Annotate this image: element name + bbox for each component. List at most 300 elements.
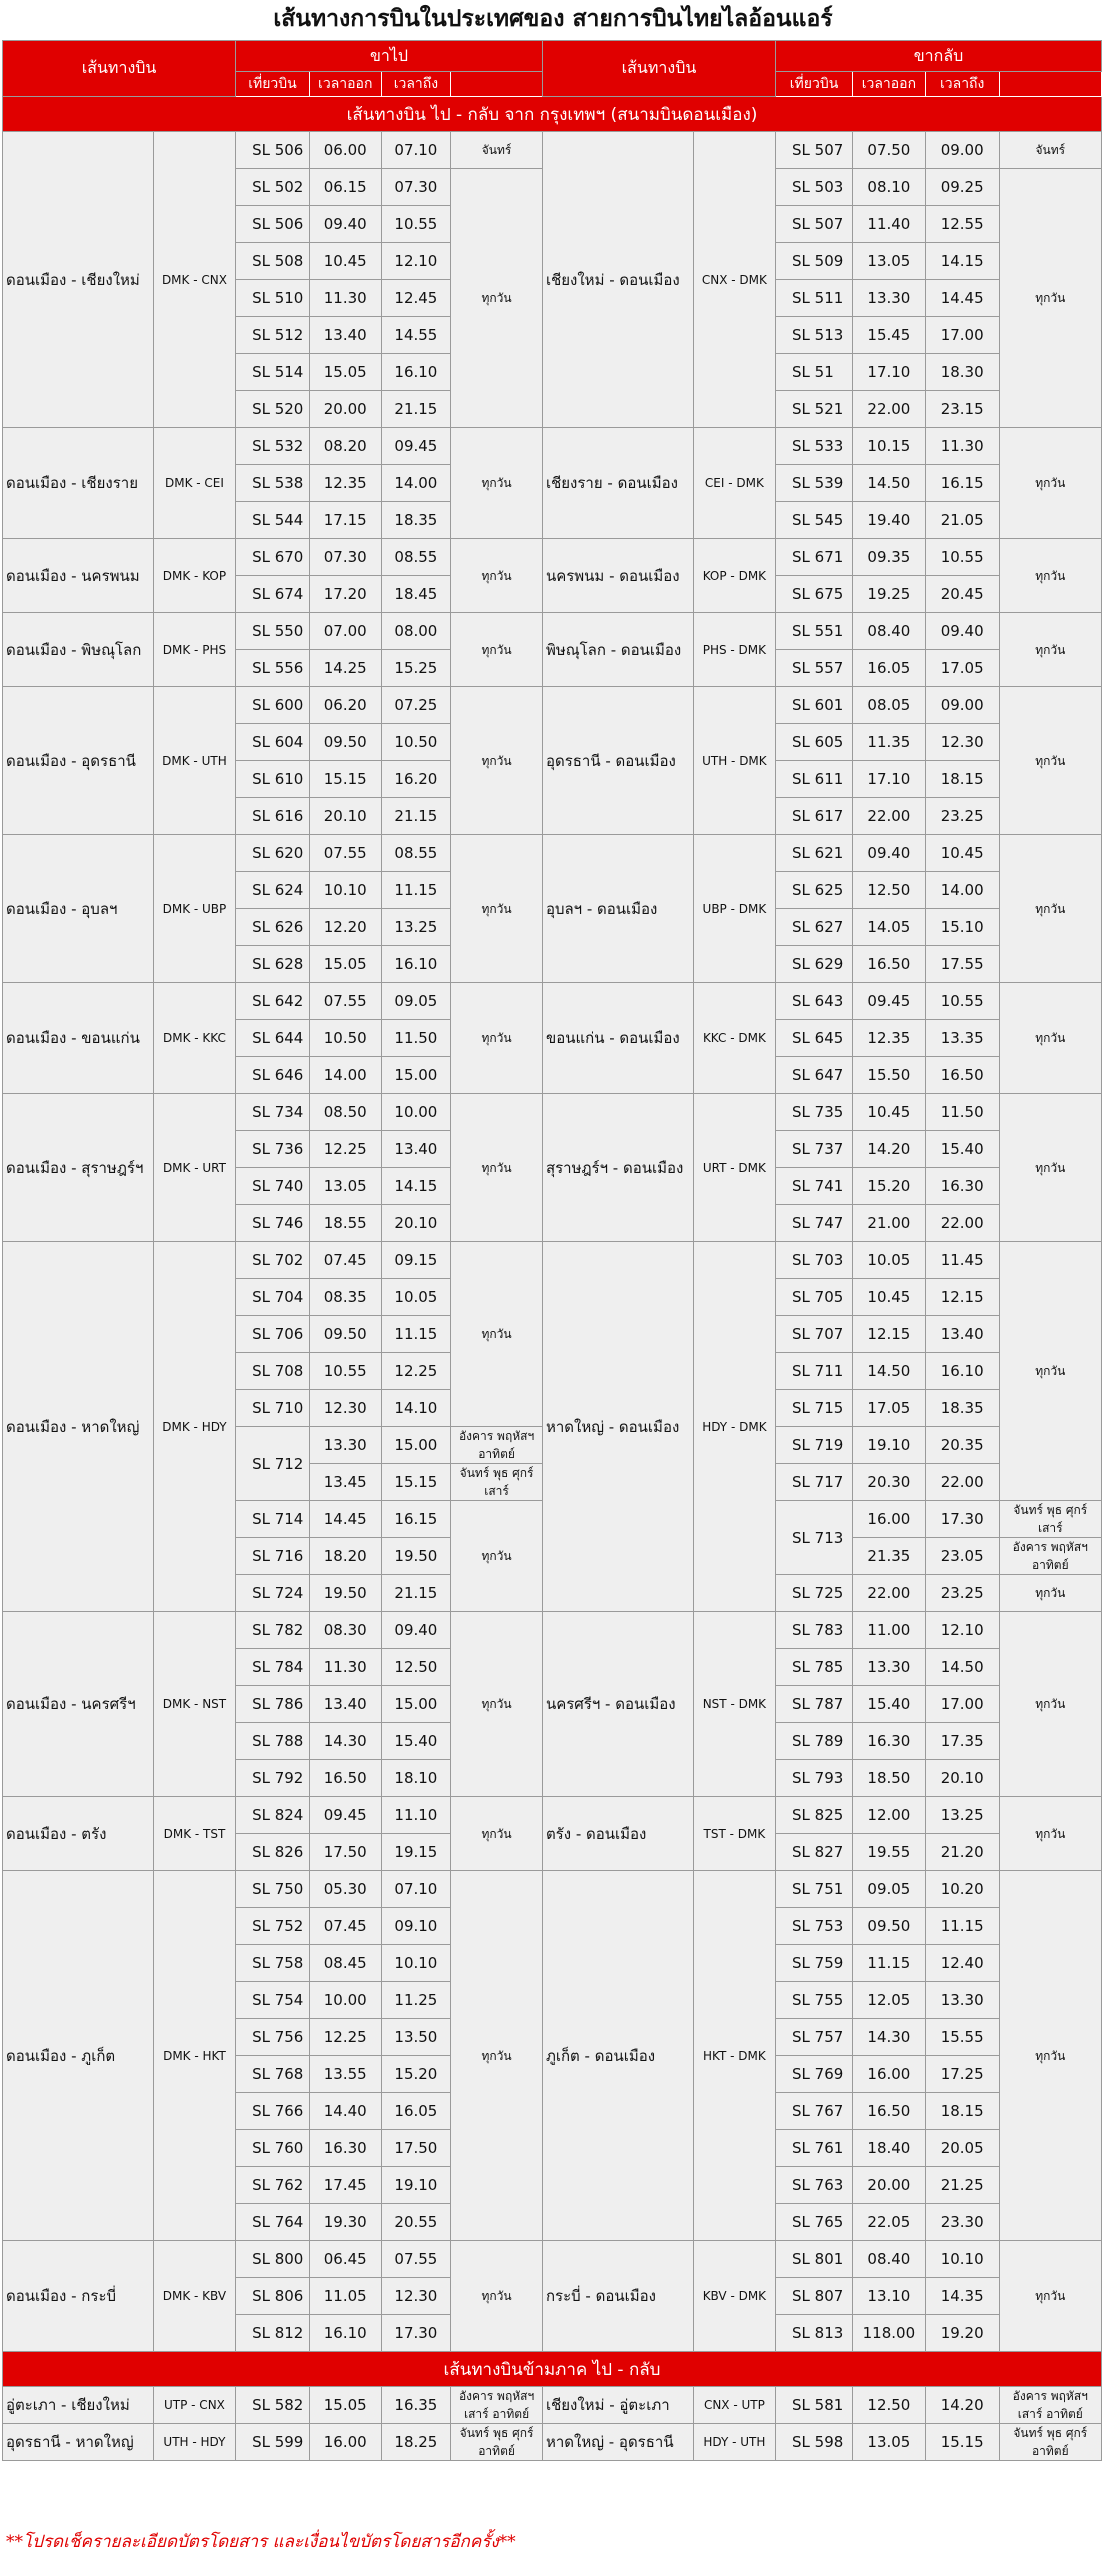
operating-days: จันทร์ พุธ ศุกร์ อาทิตย์ <box>999 2424 1101 2461</box>
departure-time: 20.00 <box>853 2167 926 2204</box>
operating-days: ทุกวัน <box>999 1094 1101 1242</box>
arrival-time: 18.35 <box>381 502 451 539</box>
operating-days: จันทร์ <box>451 132 543 169</box>
route-code-return: UTH - DMK <box>693 687 775 835</box>
arrival-time: 09.25 <box>925 169 999 206</box>
departure-time: 14.30 <box>309 1723 381 1760</box>
operating-days: ทุกวัน <box>451 1871 543 2241</box>
flight-number: SL 643 <box>776 983 853 1020</box>
departure-time: 17.05 <box>853 1390 926 1427</box>
flight-number: SL 712 <box>236 1427 310 1501</box>
flight-number: SL 765 <box>776 2204 853 2241</box>
arrival-time: 12.30 <box>925 724 999 761</box>
operating-days: ทุกวัน <box>999 687 1101 835</box>
flight-number: SL 760 <box>236 2130 310 2167</box>
operating-days: จันทร์ พุธ ศุกร์ เสาร์ <box>999 1501 1101 1538</box>
departure-time: 20.00 <box>309 391 381 428</box>
arrival-time: 17.30 <box>381 2315 451 2352</box>
flight-number: SL 786 <box>236 1686 310 1723</box>
flight-number: SL 763 <box>776 2167 853 2204</box>
departure-time: 16.00 <box>853 2056 926 2093</box>
departure-time: 12.35 <box>853 1020 926 1057</box>
flight-number: SL 599 <box>236 2424 310 2461</box>
arrival-time: 14.15 <box>925 243 999 280</box>
table-row <box>3 613 1102 650</box>
arrival-time: 18.35 <box>925 1390 999 1427</box>
flight-number: SL 550 <box>236 613 310 650</box>
flight-number: SL 616 <box>236 798 310 835</box>
route-code-outbound: UTP - CNX <box>153 2387 235 2424</box>
header-return: ขากลับ <box>776 41 1102 72</box>
table-row <box>3 2241 1102 2278</box>
operating-days: ทุกวัน <box>999 1242 1101 1501</box>
departure-time: 12.15 <box>853 1316 926 1353</box>
arrival-time: 15.20 <box>381 2056 451 2093</box>
table-row <box>3 1797 1102 1834</box>
flight-number: SL 507 <box>776 132 853 169</box>
flight-number: SL 711 <box>776 1353 853 1390</box>
arrival-time: 13.25 <box>925 1797 999 1834</box>
arrival-time: 15.15 <box>925 2424 999 2461</box>
route-return: อุดรธานี - ดอนเมือง <box>542 687 693 835</box>
arrival-time: 16.35 <box>381 2387 451 2424</box>
operating-days: ทุกวัน <box>999 1612 1101 1797</box>
arrival-time: 15.00 <box>381 1057 451 1094</box>
departure-time: 13.05 <box>309 1168 381 1205</box>
departure-time: 16.05 <box>853 650 926 687</box>
departure-time: 17.50 <box>309 1834 381 1871</box>
departure-time: 11.30 <box>309 1649 381 1686</box>
arrival-time: 14.50 <box>925 1649 999 1686</box>
flight-number: SL 800 <box>236 2241 310 2278</box>
flight-number: SL 629 <box>776 946 853 983</box>
arrival-time: 19.50 <box>381 1538 451 1575</box>
operating-days: ทุกวัน <box>451 835 543 983</box>
flight-number: SL 703 <box>776 1242 853 1279</box>
flight-number: SL 713 <box>776 1501 853 1575</box>
arrival-time: 07.30 <box>381 169 451 206</box>
arrival-time: 10.05 <box>381 1279 451 1316</box>
arrival-time: 15.10 <box>925 909 999 946</box>
departure-time: 15.05 <box>309 2387 381 2424</box>
departure-time: 11.15 <box>853 1945 926 1982</box>
departure-time: 13.40 <box>309 1686 381 1723</box>
flight-number: SL 756 <box>236 2019 310 2056</box>
flight-number: SL 512 <box>236 317 310 354</box>
flight-number: SL 825 <box>776 1797 853 1834</box>
departure-time: 15.05 <box>309 946 381 983</box>
route-code-outbound: DMK - KBV <box>153 2241 235 2352</box>
departure-time: 22.00 <box>853 798 926 835</box>
operating-days: จันทร์ พุธ ศุกร์ เสาร์ <box>451 1464 543 1501</box>
departure-time: 09.05 <box>853 1871 926 1908</box>
arrival-time: 12.55 <box>925 206 999 243</box>
flight-number: SL 741 <box>776 1168 853 1205</box>
departure-time: 16.30 <box>853 1723 926 1760</box>
arrival-time: 09.40 <box>381 1612 451 1649</box>
arrival-time: 10.45 <box>925 835 999 872</box>
departure-time: 10.45 <box>853 1279 926 1316</box>
arrival-time: 21.25 <box>925 2167 999 2204</box>
operating-days: ทุกวัน <box>999 169 1101 428</box>
flight-number: SL 740 <box>236 1168 310 1205</box>
operating-days: อังคาร พฤหัสฯ เสาร์ อาทิตย์ <box>451 2387 543 2424</box>
flight-number: SL 510 <box>236 280 310 317</box>
arrival-time: 11.30 <box>925 428 999 465</box>
arrival-time: 21.20 <box>925 1834 999 1871</box>
departure-time: 07.55 <box>309 835 381 872</box>
arrival-time: 12.25 <box>381 1353 451 1390</box>
flight-number: SL 762 <box>236 2167 310 2204</box>
flight-number: SL 605 <box>776 724 853 761</box>
operating-days: ทุกวัน <box>451 1094 543 1242</box>
arrival-time: 16.05 <box>381 2093 451 2130</box>
arrival-time: 09.00 <box>925 132 999 169</box>
arrival-time: 14.10 <box>381 1390 451 1427</box>
arrival-time: 22.00 <box>925 1464 999 1501</box>
arrival-time: 12.15 <box>925 1279 999 1316</box>
flight-number: SL 788 <box>236 1723 310 1760</box>
flight-number: SL 539 <box>776 465 853 502</box>
arrival-time: 07.55 <box>381 2241 451 2278</box>
arrival-time: 23.25 <box>925 1575 999 1612</box>
operating-days: อังคาร พฤหัสฯ อาทิตย์ <box>451 1427 543 1464</box>
flight-number: SL 620 <box>236 835 310 872</box>
flight-number: SL 627 <box>776 909 853 946</box>
flight-number: SL 598 <box>776 2424 853 2461</box>
departure-time: 09.50 <box>309 1316 381 1353</box>
flight-number: SL 642 <box>236 983 310 1020</box>
arrival-time: 18.30 <box>925 354 999 391</box>
departure-time: 14.05 <box>853 909 926 946</box>
route-code-outbound: DMK - HKT <box>153 1871 235 2241</box>
departure-time: 09.40 <box>853 835 926 872</box>
departure-time: 06.45 <box>309 2241 381 2278</box>
route-outbound: ดอนเมือง - อุบลฯ <box>3 835 154 983</box>
departure-time: 10.10 <box>309 872 381 909</box>
departure-time: 14.25 <box>309 650 381 687</box>
operating-days: จันทร์ พุธ ศุกร์ อาทิตย์ <box>451 2424 543 2461</box>
departure-time: 17.10 <box>853 354 926 391</box>
arrival-time: 09.45 <box>381 428 451 465</box>
flight-number: SL 751 <box>776 1871 853 1908</box>
departure-time: 15.40 <box>853 1686 926 1723</box>
route-code-outbound: DMK - NST <box>153 1612 235 1797</box>
operating-days: จันทร์ <box>999 132 1101 169</box>
departure-time: 12.30 <box>309 1390 381 1427</box>
flight-number: SL 670 <box>236 539 310 576</box>
table-row <box>3 835 1102 872</box>
operating-days: ทุกวัน <box>451 1612 543 1797</box>
route-return: สุราษฎร์ฯ - ดอนเมือง <box>542 1094 693 1242</box>
flight-number: SL 532 <box>236 428 310 465</box>
arrival-time: 11.15 <box>381 872 451 909</box>
arrival-time: 10.55 <box>925 539 999 576</box>
table-row <box>3 132 1102 169</box>
flight-number: SL 704 <box>236 1279 310 1316</box>
arrival-time: 16.10 <box>381 946 451 983</box>
departure-time: 13.30 <box>309 1427 381 1464</box>
table-row <box>3 1612 1102 1649</box>
arrival-time: 18.25 <box>381 2424 451 2461</box>
arrival-time: 13.50 <box>381 2019 451 2056</box>
route-outbound: ดอนเมือง - ตรัง <box>3 1797 154 1871</box>
header-depart: เวลาออก <box>853 72 926 97</box>
operating-days: ทุกวัน <box>999 1575 1101 1612</box>
flight-number: SL 754 <box>236 1982 310 2019</box>
arrival-time: 20.05 <box>925 2130 999 2167</box>
departure-time: 14.45 <box>309 1501 381 1538</box>
departure-time: 08.35 <box>309 1279 381 1316</box>
departure-time: 16.50 <box>853 946 926 983</box>
arrival-time: 11.15 <box>381 1316 451 1353</box>
flight-number: SL 702 <box>236 1242 310 1279</box>
departure-time: 18.55 <box>309 1205 381 1242</box>
flight-number: SL 538 <box>236 465 310 502</box>
departure-time: 07.50 <box>853 132 926 169</box>
arrival-time: 07.10 <box>381 132 451 169</box>
operating-days: ทุกวัน <box>999 613 1101 687</box>
arrival-time: 07.25 <box>381 687 451 724</box>
departure-time: 06.00 <box>309 132 381 169</box>
flight-number: SL 671 <box>776 539 853 576</box>
operating-days: ทุกวัน <box>451 1242 543 1427</box>
arrival-time: 12.50 <box>381 1649 451 1686</box>
departure-time: 16.00 <box>853 1501 926 1538</box>
route-return: หาดใหญ่ - ดอนเมือง <box>542 1242 693 1612</box>
flight-number: SL 717 <box>776 1464 853 1501</box>
arrival-time: 21.05 <box>925 502 999 539</box>
departure-time: 08.05 <box>853 687 926 724</box>
departure-time: 11.35 <box>853 724 926 761</box>
departure-time: 07.30 <box>309 539 381 576</box>
route-code-return: URT - DMK <box>693 1094 775 1242</box>
departure-time: 15.50 <box>853 1057 926 1094</box>
departure-time: 14.20 <box>853 1131 926 1168</box>
departure-time: 09.45 <box>853 983 926 1020</box>
route-return: เชียงใหม่ - อู่ตะเภา <box>542 2387 693 2424</box>
departure-time: 14.30 <box>853 2019 926 2056</box>
arrival-time: 12.30 <box>381 2278 451 2315</box>
operating-days: ทุกวัน <box>999 1871 1101 2241</box>
arrival-time: 16.15 <box>381 1501 451 1538</box>
arrival-time: 09.40 <box>925 613 999 650</box>
arrival-time: 16.15 <box>925 465 999 502</box>
arrival-time: 18.15 <box>925 2093 999 2130</box>
departure-time: 10.50 <box>309 1020 381 1057</box>
route-code-outbound: DMK - TST <box>153 1797 235 1871</box>
route-return: เชียงราย - ดอนเมือง <box>542 428 693 539</box>
arrival-time: 12.40 <box>925 1945 999 1982</box>
operating-days: ทุกวัน <box>451 983 543 1094</box>
flight-number: SL 544 <box>236 502 310 539</box>
departure-time: 07.45 <box>309 1242 381 1279</box>
arrival-time: 11.45 <box>925 1242 999 1279</box>
operating-days: ทุกวัน <box>451 2241 543 2352</box>
departure-time: 12.25 <box>309 2019 381 2056</box>
arrival-time: 14.00 <box>925 872 999 909</box>
arrival-time: 13.30 <box>925 1982 999 2019</box>
table-row <box>3 539 1102 576</box>
route-code-outbound: DMK - URT <box>153 1094 235 1242</box>
flight-number: SL 600 <box>236 687 310 724</box>
arrival-time: 13.40 <box>925 1316 999 1353</box>
flight-number: SL 761 <box>776 2130 853 2167</box>
flight-number: SL 755 <box>776 1982 853 2019</box>
arrival-time: 17.25 <box>925 2056 999 2093</box>
route-outbound: ดอนเมือง - เชียงราย <box>3 428 154 539</box>
arrival-time: 15.00 <box>381 1427 451 1464</box>
route-outbound: ดอนเมือง - นครศรีฯ <box>3 1612 154 1797</box>
flight-number: SL 812 <box>236 2315 310 2352</box>
departure-time: 12.25 <box>309 1131 381 1168</box>
arrival-time: 19.15 <box>381 1834 451 1871</box>
flight-number: SL 734 <box>236 1094 310 1131</box>
departure-time: 17.15 <box>309 502 381 539</box>
arrival-time: 17.50 <box>381 2130 451 2167</box>
route-return: นครศรีฯ - ดอนเมือง <box>542 1612 693 1797</box>
flight-number: SL 508 <box>236 243 310 280</box>
flight-number: SL 793 <box>776 1760 853 1797</box>
flight-number: SL 757 <box>776 2019 853 2056</box>
flight-number: SL 533 <box>776 428 853 465</box>
departure-time: 09.40 <box>309 206 381 243</box>
route-outbound: ดอนเมือง - พิษณุโลก <box>3 613 154 687</box>
flight-number: SL 758 <box>236 1945 310 1982</box>
flight-number: SL 736 <box>236 1131 310 1168</box>
arrival-time: 16.30 <box>925 1168 999 1205</box>
header-depart: เวลาออก <box>309 72 381 97</box>
flight-number: SL 716 <box>236 1538 310 1575</box>
section-title: เส้นทางบิน ไป - กลับ จาก กรุงเทพฯ (สนามบินดอนเมือง) <box>3 97 1102 132</box>
route-code-outbound: DMK - CEI <box>153 428 235 539</box>
operating-days: ทุกวัน <box>451 1501 543 1612</box>
arrival-time: 18.15 <box>925 761 999 798</box>
departure-time: 14.00 <box>309 1057 381 1094</box>
departure-time: 13.30 <box>853 1649 926 1686</box>
flight-number: SL 813 <box>776 2315 853 2352</box>
arrival-time: 11.10 <box>381 1797 451 1834</box>
route-code-return: PHS - DMK <box>693 613 775 687</box>
arrival-time: 23.15 <box>925 391 999 428</box>
arrival-time: 12.10 <box>381 243 451 280</box>
table-row <box>3 2424 1102 2461</box>
operating-days: ทุกวัน <box>451 613 543 687</box>
departure-time: 09.45 <box>309 1797 381 1834</box>
departure-time: 10.55 <box>309 1353 381 1390</box>
arrival-time: 07.10 <box>381 1871 451 1908</box>
departure-time: 08.10 <box>853 169 926 206</box>
flight-number: SL 621 <box>776 835 853 872</box>
departure-time: 09.50 <box>309 724 381 761</box>
arrival-time: 16.10 <box>381 354 451 391</box>
page-title: เส้นทางการบินในประเทศของ สายการบินไทยไลอ้อนแอร์ <box>273 5 833 32</box>
departure-time: 13.05 <box>853 2424 926 2461</box>
route-code-return: CNX - UTP <box>693 2387 775 2424</box>
flight-number: SL 628 <box>236 946 310 983</box>
flight-number: SL 789 <box>776 1723 853 1760</box>
flight-number: SL 520 <box>236 391 310 428</box>
route-return: ขอนแก่น - ดอนเมือง <box>542 983 693 1094</box>
table-row <box>3 687 1102 724</box>
arrival-time: 13.35 <box>925 1020 999 1057</box>
schedule-table <box>2 40 1102 2461</box>
flight-number: SL 785 <box>776 1649 853 1686</box>
arrival-time: 11.50 <box>381 1020 451 1057</box>
route-code-return: HDY - UTH <box>693 2424 775 2461</box>
header-days <box>451 72 543 97</box>
route-outbound: ดอนเมือง - ภูเก็ต <box>3 1871 154 2241</box>
arrival-time: 14.20 <box>925 2387 999 2424</box>
flight-number: SL 626 <box>236 909 310 946</box>
route-code-return: UBP - DMK <box>693 835 775 983</box>
arrival-time: 20.35 <box>925 1427 999 1464</box>
flight-number: SL 714 <box>236 1501 310 1538</box>
flight-number: SL 674 <box>236 576 310 613</box>
arrival-time: 10.20 <box>925 1871 999 1908</box>
departure-time: 19.10 <box>853 1427 926 1464</box>
flight-number: SL 725 <box>776 1575 853 1612</box>
flight-number: SL 503 <box>776 169 853 206</box>
route-code-outbound: DMK - UTH <box>153 687 235 835</box>
flight-number: SL 784 <box>236 1649 310 1686</box>
arrival-time: 17.30 <box>925 1501 999 1538</box>
departure-time: 20.30 <box>853 1464 926 1501</box>
operating-days: อังคาร พฤหัสฯ เสาร์ อาทิตย์ <box>999 2387 1101 2424</box>
departure-time: 21.00 <box>853 1205 926 1242</box>
arrival-time: 17.00 <box>925 317 999 354</box>
flight-number: SL 645 <box>776 1020 853 1057</box>
flight-number: SL 746 <box>236 1205 310 1242</box>
arrival-time: 10.55 <box>381 206 451 243</box>
departure-time: 16.50 <box>853 2093 926 2130</box>
arrival-time: 10.10 <box>925 2241 999 2278</box>
departure-time: 07.55 <box>309 983 381 1020</box>
arrival-time: 23.25 <box>925 798 999 835</box>
arrival-time: 09.00 <box>925 687 999 724</box>
table-row <box>3 1242 1102 1279</box>
arrival-time: 16.10 <box>925 1353 999 1390</box>
header-flight: เที่ยวบิน <box>776 72 853 97</box>
arrival-time: 22.00 <box>925 1205 999 1242</box>
departure-time: 118.00 <box>853 2315 926 2352</box>
table-row <box>3 983 1102 1020</box>
arrival-time: 19.20 <box>925 2315 999 2352</box>
route-code-outbound: DMK - CNX <box>153 132 235 428</box>
flight-number: SL 737 <box>776 1131 853 1168</box>
flight-number: SL 747 <box>776 1205 853 1242</box>
departure-time: 19.55 <box>853 1834 926 1871</box>
route-code-outbound: DMK - PHS <box>153 613 235 687</box>
departure-time: 20.10 <box>309 798 381 835</box>
flight-number: SL 581 <box>776 2387 853 2424</box>
departure-time: 17.20 <box>309 576 381 613</box>
flight-number: SL 807 <box>776 2278 853 2315</box>
flight-number: SL 625 <box>776 872 853 909</box>
header-arrive: เวลาถึง <box>381 72 451 97</box>
route-code-return: HKT - DMK <box>693 1871 775 2241</box>
departure-time: 13.10 <box>853 2278 926 2315</box>
route-return: ตรัง - ดอนเมือง <box>542 1797 693 1871</box>
departure-time: 22.05 <box>853 2204 926 2241</box>
flight-number: SL 752 <box>236 1908 310 1945</box>
table-row <box>3 2387 1102 2424</box>
flight-number: SL 735 <box>776 1094 853 1131</box>
arrival-time: 15.55 <box>925 2019 999 2056</box>
flight-number: SL 675 <box>776 576 853 613</box>
flight-number: SL 582 <box>236 2387 310 2424</box>
departure-time: 14.50 <box>853 1353 926 1390</box>
